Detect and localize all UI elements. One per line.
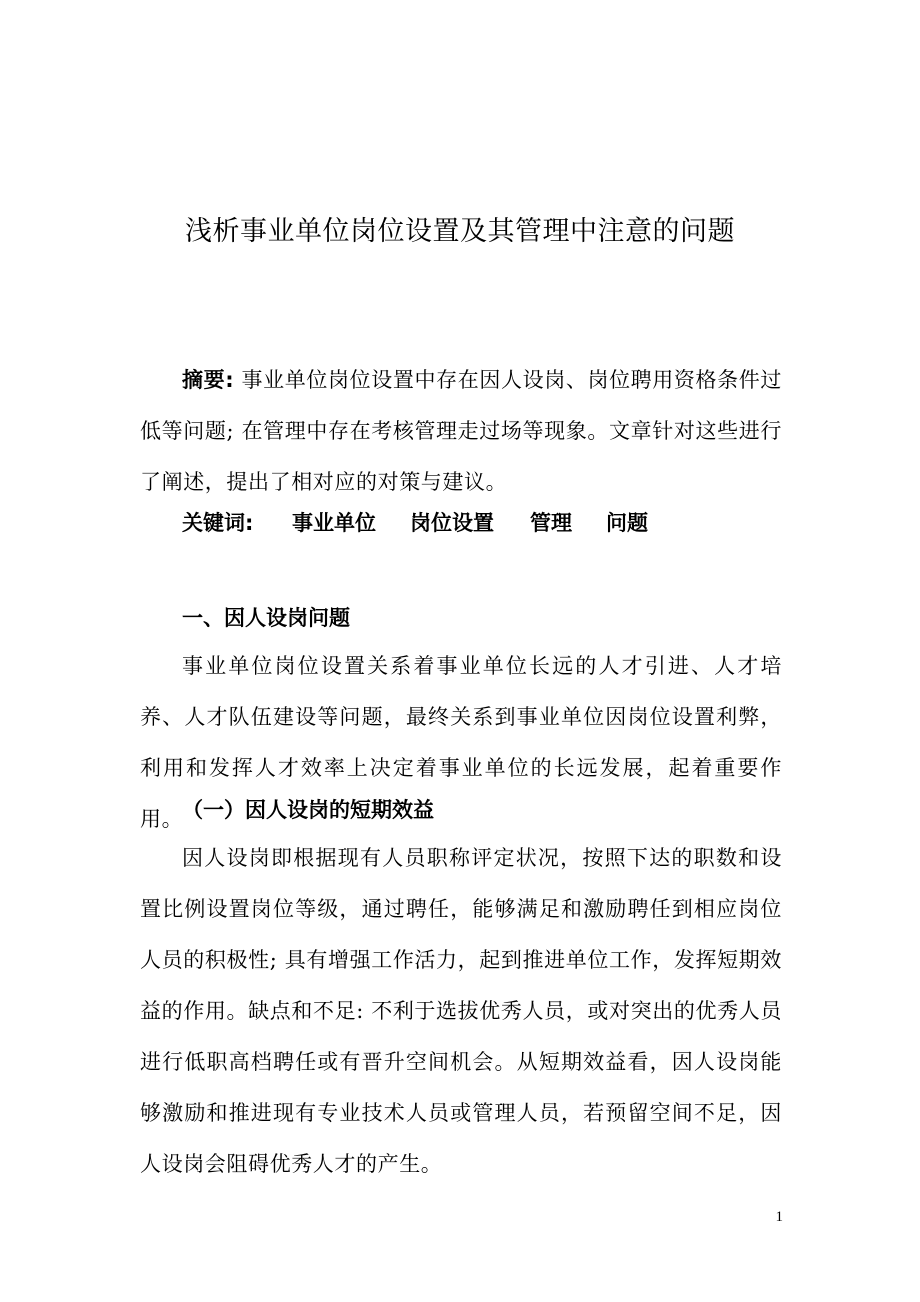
section-paragraph: 事业单位岗位设置关系着事业单位长远的人才引进、人才培养、人才队伍建设等问题，最终关系到事业单位因岗位设置利弊，利用和发挥人才效率上决定着事业单位的长远发展，起着重要作用。 — [140, 654, 782, 831]
page-number: 1 — [775, 1209, 783, 1225]
keyword-item: 事业单位 — [292, 511, 376, 535]
abstract-paragraph — [140, 355, 782, 508]
keyword-item: 管理 — [530, 511, 572, 535]
keywords-label: 关键词: — [182, 511, 254, 535]
keyword-item: 问题 — [606, 511, 648, 535]
abstract-text: 事业单位岗位设置中存在因人设岗、岗位聘用资格条件过低等问题; 在管理中存在考核管理走过场等现象。文章针对这些进行了阐述，提出了相对应的对策与建议。 — [140, 368, 783, 494]
section-heading: 一、因人设岗问题 — [182, 606, 350, 630]
keyword-item: 岗位设置 — [410, 511, 494, 535]
subsection-heading: （一）因人设岗的短期效益 — [182, 798, 434, 822]
document-title: 浅析事业单位岗位设置及其管理中注意的问题 — [185, 216, 735, 247]
subsection-paragraph: 因人设岗即根据现有人员职称评定状况，按照下达的职数和设置比例设置岗位等级，通过聘任，能够满足和激励聘任到相应岗位人员的积极性; 具有增强工作活力，起到推进单位工作，发挥短期效益的作用。缺点和不足: 不利于选拔优秀人员，或对突出的优秀人员进行低职高档聘任或有晋升空间机会。从短期效益看，因人设岗能够激励和推进现有专业技术人员或管理人员，若预留空间不足，因人设岗会阻碍优秀人才的产生。 — [140, 846, 782, 1176]
keywords-line — [182, 498, 648, 549]
abstract-label: 摘要: — [182, 368, 235, 392]
